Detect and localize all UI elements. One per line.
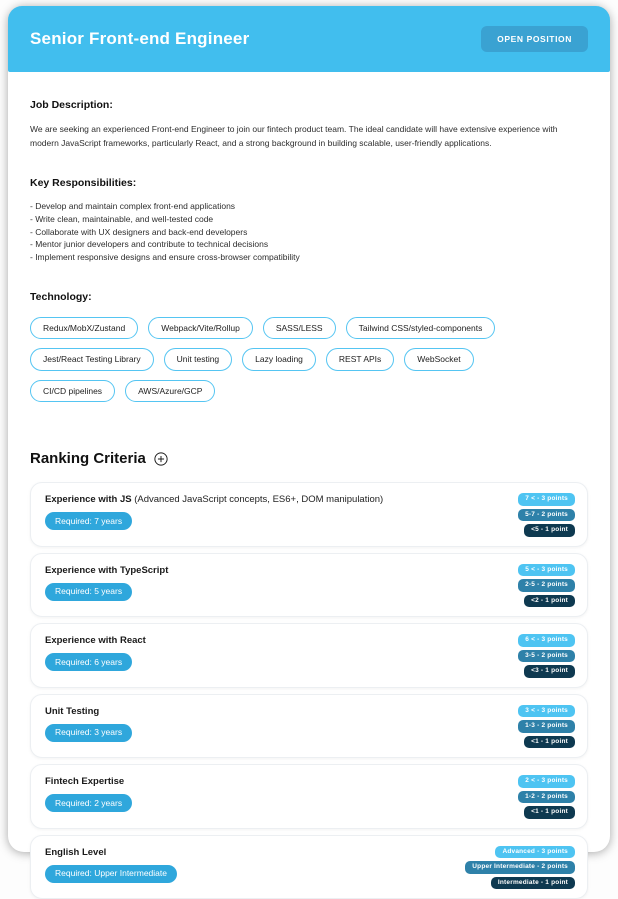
criterion-card[interactable] — [30, 482, 588, 547]
criterion-info — [45, 774, 132, 812]
criterion-points-badges — [518, 775, 575, 819]
criterion-title-row — [45, 494, 383, 505]
responsibility-item: - Implement responsive designs and ensure cross-browser compatibility — [30, 252, 300, 263]
technology-chip[interactable]: SASS/LESS — [263, 317, 336, 340]
technology-chip[interactable]: REST APIs — [326, 348, 394, 371]
criterion-points-badges — [465, 846, 575, 890]
criterion-title-row — [45, 635, 146, 646]
points-badge: <1 - 1 point — [524, 736, 575, 749]
criterion-info — [45, 633, 146, 671]
points-badge: 5-7 - 2 points — [518, 509, 575, 522]
criterion-card[interactable] — [30, 835, 588, 899]
required-badge: Required: 5 years — [45, 583, 132, 601]
criterion-points-badges — [518, 705, 575, 749]
points-badge: 1-3 - 2 points — [518, 720, 575, 733]
criterion-subtitle: (Advanced JavaScript concepts, ES6+, DOM manipulation) — [131, 494, 384, 506]
criterion-card[interactable] — [30, 623, 588, 688]
criterion-title: English Level — [45, 846, 107, 858]
criterion-title-row — [45, 847, 177, 858]
points-badge: Upper Intermediate - 2 points — [465, 861, 575, 874]
required-badge: Required: 2 years — [45, 794, 132, 812]
responsibilities-heading: Key Responsibilities: — [30, 177, 137, 190]
technology-chip[interactable]: Redux/MobX/Zustand — [30, 317, 138, 340]
technology-heading: Technology: — [30, 290, 92, 303]
job-posting-card — [8, 6, 610, 886]
points-badge: 1-2 - 2 points — [518, 791, 575, 804]
responsibility-item: - Write clean, maintainable, and well-tested code — [30, 213, 214, 224]
technology-chips — [30, 317, 560, 403]
criterion-info — [45, 492, 383, 530]
responsibility-item: - Collaborate with UX designers and back-end developers — [30, 226, 248, 237]
technology-chip[interactable]: Lazy loading — [242, 348, 316, 371]
technology-chip[interactable]: Jest/React Testing Library — [30, 348, 154, 371]
job-header — [8, 6, 610, 72]
points-badge: Intermediate - 1 point — [491, 877, 575, 890]
responsibility-item: - Develop and maintain complex front-end applications — [30, 201, 236, 212]
points-badge: 7 < - 3 points — [518, 493, 575, 506]
ranking-criteria-title: Ranking Criteria — [30, 450, 146, 468]
points-badge: 2 < - 3 points — [518, 775, 575, 788]
points-badge: <5 - 1 point — [524, 524, 575, 537]
technology-chip[interactable]: Unit testing — [164, 348, 233, 371]
add-criteria-plus-icon[interactable] — [154, 452, 168, 466]
responsibility-item: - Mentor junior developers and contribute to technical decisions — [30, 239, 269, 250]
technology-chip[interactable]: Webpack/Vite/Rollup — [148, 317, 253, 340]
criterion-title-row — [45, 776, 132, 787]
criterion-card[interactable] — [30, 694, 588, 759]
points-badge: Advanced - 3 points — [495, 846, 575, 859]
criterion-title-row — [45, 706, 132, 717]
points-badge: <3 - 1 point — [524, 665, 575, 678]
criterion-title: Fintech Expertise — [45, 776, 125, 788]
ranking-criteria-header — [30, 450, 588, 467]
criterion-title: Experience with React — [45, 635, 146, 647]
criterion-info — [45, 845, 177, 883]
criterion-title: Experience with JS — [45, 494, 132, 506]
points-badge: 2-5 - 2 points — [518, 579, 575, 592]
technology-chip[interactable]: Tailwind CSS/styled-components — [346, 317, 496, 340]
criteria-list — [30, 482, 588, 899]
criterion-points-badges — [518, 493, 575, 537]
criterion-title: Experience with TypeScript — [45, 564, 169, 576]
criterion-card[interactable] — [30, 764, 588, 829]
required-badge: Required: 3 years — [45, 724, 132, 742]
required-badge: Required: Upper Intermediate — [45, 865, 177, 883]
criterion-title: Unit Testing — [45, 705, 100, 717]
points-badge: 3 < - 3 points — [518, 705, 575, 718]
required-badge: Required: 7 years — [45, 512, 132, 530]
criterion-title-row — [45, 565, 168, 576]
criterion-points-badges — [518, 634, 575, 678]
job-content — [8, 99, 610, 899]
criterion-info — [45, 563, 168, 601]
job-description-heading: Job Description: — [30, 99, 113, 111]
points-badge: <2 - 1 point — [524, 595, 575, 608]
criterion-info — [45, 704, 132, 742]
required-badge: Required: 6 years — [45, 653, 132, 671]
points-badge: 6 < - 3 points — [518, 634, 575, 647]
criterion-points-badges — [518, 564, 575, 608]
criterion-card[interactable] — [30, 553, 588, 618]
job-title: Senior Front-end Engineer — [30, 29, 250, 48]
points-badge: 5 < - 3 points — [518, 564, 575, 577]
points-badge: <1 - 1 point — [524, 806, 575, 819]
technology-chip[interactable]: WebSocket — [404, 348, 473, 371]
technology-chip[interactable]: AWS/Azure/GCP — [125, 380, 215, 403]
technology-chip[interactable]: CI/CD pipelines — [30, 380, 115, 403]
job-description-text: We are seeking an experienced Front-end Engineer to join our fintech product team. The ideal candidate will have extensive experience with modern JavaScript frameworks, particularly React, and a strong background in building scalable, user-friendly applications. — [30, 124, 558, 148]
responsibilities-list — [30, 200, 588, 264]
points-badge: 3-5 - 2 points — [518, 650, 575, 663]
open-position-button[interactable]: OPEN POSITION — [481, 26, 588, 52]
